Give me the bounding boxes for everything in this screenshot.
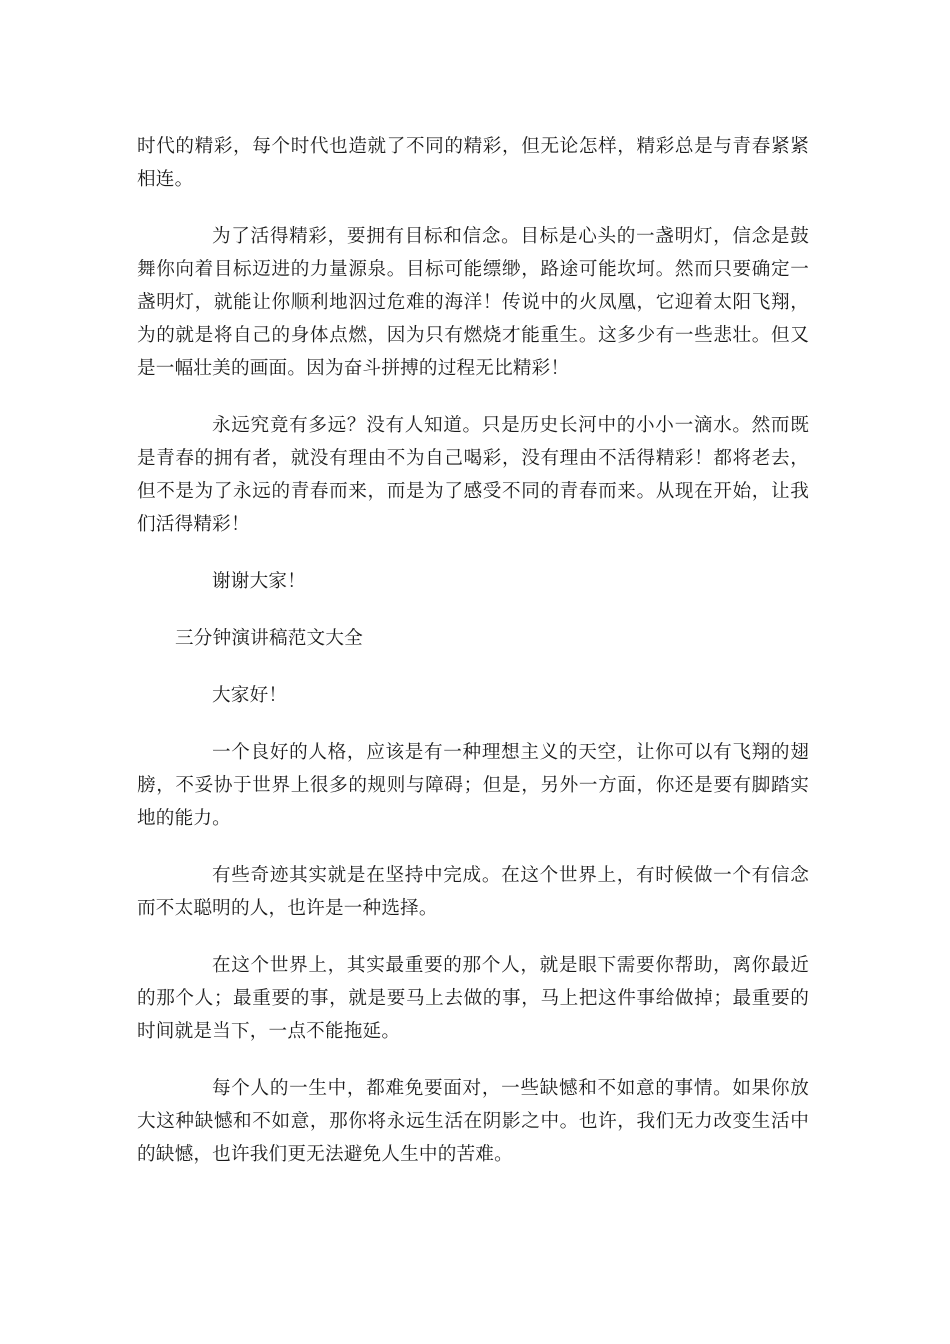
document-body xyxy=(137,130,809,1195)
paragraph-8: 在这个世界上，其实最重要的那个人，就是眼下需要你帮助，离你最近的那个人；最重要的事，就是要马上去做的事，马上把这件事给做掉；最重要的时间就是当下，一点不能拖延。 xyxy=(137,955,809,1042)
paragraph-1: 时代的精彩，每个时代也造就了不同的精彩，但无论怎样，精彩总是与青春紧紧相连。 xyxy=(137,136,809,190)
paragraph-4: 谢谢大家！ xyxy=(212,571,306,592)
paragraph-9: 每个人的一生中，都难免要面对，一些缺憾和不如意的事情。如果你放大这种缺憾和不如意，那你将永远生活在阴影之中。也许，我们无力改变生活中的缺憾，也许我们更无法避免人生中的苦难。 xyxy=(137,1078,809,1165)
section-heading: 三分钟演讲稿范文大全 xyxy=(175,628,363,649)
paragraph-3: 永远究竟有多远？没有人知道。只是历史长河中的小小一滴水。然而既是青春的拥有者，就没有理由不为自己喝彩，没有理由不活得精彩！都将老去，但不是为了永远的青春而来，而是为了感受不同的青春而来。从现在开始，让我们活得精彩！ xyxy=(137,415,809,535)
paragraph-7: 有些奇迹其实就是在坚持中完成。在这个世界上，有时候做一个有信念而不太聪明的人，也许是一种选择。 xyxy=(137,865,809,919)
paragraph-2: 为了活得精彩，要拥有目标和信念。目标是心头的一盏明灯，信念是鼓舞你向着目标迈进的力量源泉。目标可能缥缈，路途可能坎坷。然而只要确定一盏明灯，就能让你顺利地泅过危难的海洋！传说中的火凤凰，它迎着太阳飞翔，为的就是将自己的身体点燃，因为只有燃烧才能重生。这多少有一些悲壮。但又是一幅壮美的画面。因为奋斗拼搏的过程无比精彩！ xyxy=(137,226,809,379)
paragraph-6: 一个良好的人格，应该是有一种理想主义的天空，让你可以有飞翔的翅膀，不妥协于世界上很多的规则与障碍；但是，另外一方面，你还是要有脚踏实地的能力。 xyxy=(137,742,809,829)
paragraph-5: 大家好！ xyxy=(212,685,288,706)
